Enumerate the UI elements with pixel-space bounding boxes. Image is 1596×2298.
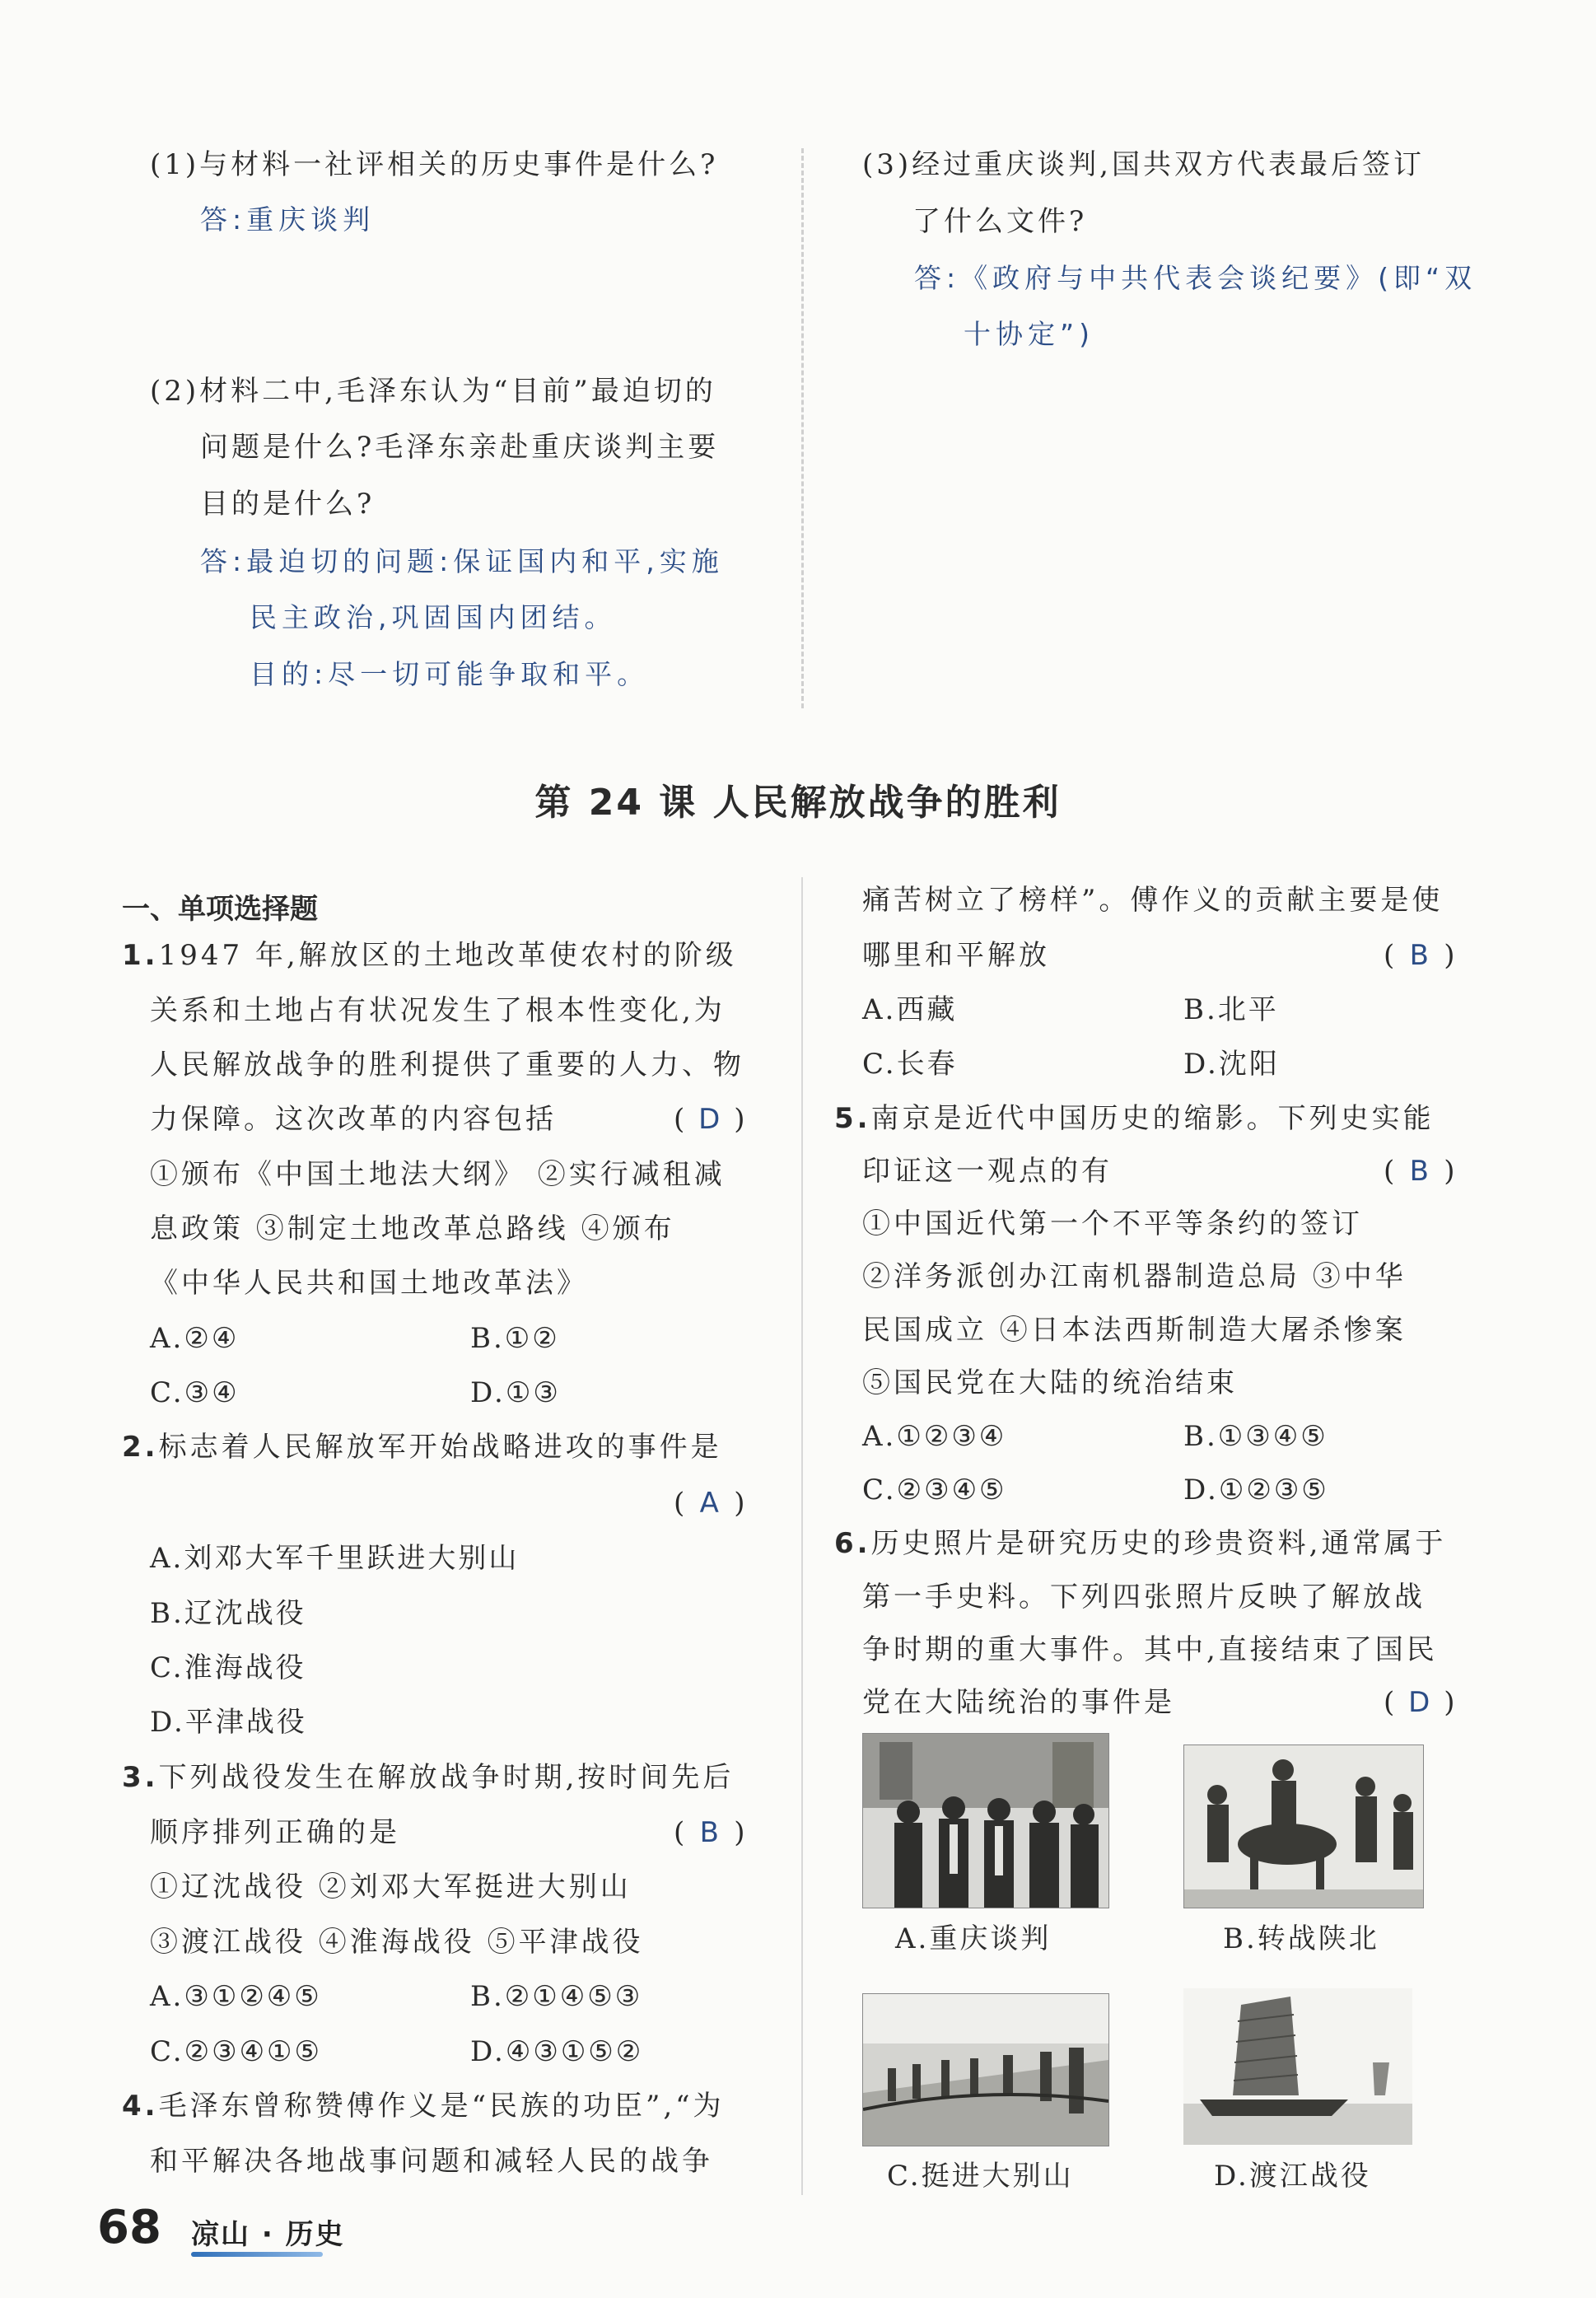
question-text: 争时期的重大事件。其中,直接结束了国民 bbox=[862, 1633, 1438, 1666]
top-q2-line: 问题是什么?毛泽东亲赴重庆谈判主要 bbox=[200, 431, 720, 464]
question-text: 和平解决各地战事问题和减轻人民的战争 bbox=[150, 2145, 713, 2178]
option-a: A.③①②④⑤ bbox=[150, 1980, 322, 2013]
option-d: D.沈阳 bbox=[1183, 1048, 1280, 1081]
question-text: 关系和土地占有状况发生了根本性变化,为 bbox=[150, 994, 726, 1027]
question-5 bbox=[834, 1102, 1435, 1135]
question-text: 标志着人民解放军开始战略进攻的事件是 bbox=[158, 1431, 722, 1464]
question-number: 6. bbox=[834, 1527, 871, 1560]
option-d: D.①③ bbox=[470, 1376, 561, 1409]
photo-caption-a: A.重庆谈判 bbox=[895, 1922, 1052, 1955]
top-q3-answer-line: 十协定”) bbox=[964, 318, 1094, 350]
answer-letter: D bbox=[698, 1103, 721, 1136]
question-text: 毛泽东曾称赞傅作义是“民族的功臣”,“为 bbox=[158, 2090, 725, 2123]
question-text: 南京是近代中国历史的缩影。下列史实能 bbox=[870, 1102, 1435, 1135]
question-1 bbox=[122, 939, 737, 972]
top-q2-answer-line: 民主政治,巩固国内团结。 bbox=[250, 601, 617, 633]
answer-bracket: ( D ) bbox=[1384, 1686, 1455, 1719]
choice-items: ①中国近代第一个不平等条约的签订 bbox=[862, 1207, 1363, 1240]
answer-bracket: ( D ) bbox=[674, 1103, 745, 1136]
option-d: D.①②③⑤ bbox=[1183, 1474, 1329, 1506]
choice-items: ⑤国民党在大陆的统治结束 bbox=[862, 1366, 1238, 1399]
choice-items: 息政策 ③制定土地改革总路线 ④颁布 bbox=[150, 1212, 675, 1245]
photo-chongqing-negotiation bbox=[862, 1733, 1109, 1908]
top-q2-answer-line: 答:最迫切的问题:保证国内和平,实施 bbox=[200, 545, 724, 577]
photo-yangtze-crossing bbox=[1183, 1988, 1412, 2145]
answer-letter: A bbox=[699, 1487, 719, 1520]
top-column-divider bbox=[801, 148, 804, 708]
option-c: C.②③④⑤ bbox=[862, 1474, 1007, 1506]
option-b: B.北平 bbox=[1183, 993, 1279, 1026]
option-b: B.①② bbox=[470, 1322, 560, 1355]
footer-accent-bar bbox=[191, 2252, 323, 2257]
option-a: A.②④ bbox=[150, 1322, 240, 1355]
question-text: 哪里和平解放 bbox=[862, 939, 1050, 972]
question-text: 历史照片是研究历史的珍贵资料,通常属于 bbox=[870, 1527, 1447, 1560]
choice-items: ①颁布《中国土地法大纲》 ②实行减租减 bbox=[150, 1158, 726, 1191]
top-q1-question: (1)与材料一社评相关的历史事件是什么? bbox=[150, 148, 719, 181]
question-text: 印证这一观点的有 bbox=[862, 1155, 1113, 1188]
top-q3-line: (3)经过重庆谈判,国共双方代表最后签订 bbox=[862, 148, 1425, 181]
question-number: 3. bbox=[122, 1761, 159, 1794]
answer-letter: D bbox=[1408, 1686, 1430, 1719]
answer-bracket: ( B ) bbox=[674, 1816, 745, 1849]
choice-items: 民国成立 ④日本法西斯制造大屠杀惨案 bbox=[862, 1314, 1407, 1347]
answer-letter: B bbox=[699, 1816, 719, 1849]
top-q2-line: 目的是什么? bbox=[200, 488, 376, 521]
question-number: 2. bbox=[122, 1431, 159, 1464]
question-text: 下列战役发生在解放战争时期,按时间先后 bbox=[158, 1761, 735, 1794]
top-q1-answer: 答:重庆谈判 bbox=[200, 203, 376, 236]
question-text: 痛苦树立了榜样”。傅作义的贡献主要是使 bbox=[862, 884, 1444, 917]
photo-caption-d: D.渡江战役 bbox=[1214, 2160, 1371, 2193]
question-text: 1947 年,解放区的土地改革使农村的阶级 bbox=[158, 939, 737, 972]
option-d: D.平津战役 bbox=[150, 1706, 307, 1739]
book-name: 凉山 · 历史 bbox=[191, 2218, 345, 2251]
section-heading: 一、单项选择题 bbox=[122, 893, 318, 926]
question-number: 5. bbox=[834, 1102, 871, 1135]
question-number: 1. bbox=[122, 939, 159, 972]
answer-bracket: ( B ) bbox=[1384, 939, 1455, 972]
answer-bracket: ( A ) bbox=[674, 1487, 745, 1520]
question-4 bbox=[122, 2090, 725, 2123]
question-2 bbox=[122, 1431, 722, 1464]
option-a: A.①②③④ bbox=[862, 1420, 1007, 1453]
question-number: 4. bbox=[122, 2090, 159, 2123]
top-q3-answer-line: 答:《政府与中共代表会谈纪要》(即“双 bbox=[914, 262, 1477, 294]
question-text: 顺序排列正确的是 bbox=[150, 1816, 400, 1849]
choice-items: ③渡江战役 ④淮海战役 ⑤平津战役 bbox=[150, 1926, 644, 1959]
page-number: 68 bbox=[97, 2201, 161, 2254]
choice-items: ②洋务派创办江南机器制造总局 ③中华 bbox=[862, 1260, 1407, 1293]
photo-northern-shaanxi bbox=[1183, 1745, 1424, 1908]
answer-bracket: ( B ) bbox=[1384, 1155, 1455, 1188]
option-c: C.淮海战役 bbox=[150, 1651, 306, 1684]
bottom-column-divider bbox=[801, 877, 803, 2195]
question-6 bbox=[834, 1527, 1447, 1560]
option-a: A.刘邓大军千里跃进大别山 bbox=[150, 1542, 520, 1575]
option-d: D.④③①⑤② bbox=[470, 2035, 644, 2068]
photo-caption-c: C.挺进大别山 bbox=[887, 2160, 1074, 2193]
option-c: C.②③④①⑤ bbox=[150, 2035, 323, 2068]
question-text: 第一手史料。下列四张照片反映了解放战 bbox=[862, 1581, 1426, 1614]
question-text: 人民解放战争的胜利提供了重要的人力、物 bbox=[150, 1049, 744, 1081]
question-3 bbox=[122, 1761, 735, 1794]
top-q2-answer-line: 目的:尽一切可能争取和平。 bbox=[250, 658, 650, 690]
option-b: B.辽沈战役 bbox=[150, 1597, 306, 1630]
choice-items: ①辽沈战役 ②刘邓大军挺进大别山 bbox=[150, 1871, 632, 1903]
question-text: 党在大陆统治的事件是 bbox=[862, 1686, 1175, 1719]
top-q2-line: (2)材料二中,毛泽东认为“目前”最迫切的 bbox=[150, 375, 716, 408]
choice-items: 《中华人民共和国土地改革法》 bbox=[150, 1267, 588, 1300]
answer-letter: B bbox=[1409, 939, 1429, 972]
option-b: B.①③④⑤ bbox=[1183, 1420, 1328, 1453]
option-a: A.西藏 bbox=[862, 993, 958, 1026]
answer-letter: B bbox=[1409, 1155, 1429, 1188]
option-c: C.长春 bbox=[862, 1048, 958, 1081]
lesson-title: 第 24 课 人民解放战争的胜利 bbox=[534, 782, 1062, 824]
question-text: 力保障。这次改革的内容包括 bbox=[150, 1103, 557, 1136]
top-q3-line: 了什么文件? bbox=[912, 205, 1088, 238]
photo-dabie-mountains bbox=[862, 1993, 1109, 2146]
photo-caption-b: B.转战陕北 bbox=[1223, 1922, 1379, 1955]
option-c: C.③④ bbox=[150, 1376, 240, 1409]
option-b: B.②①④⑤③ bbox=[470, 1980, 643, 2013]
